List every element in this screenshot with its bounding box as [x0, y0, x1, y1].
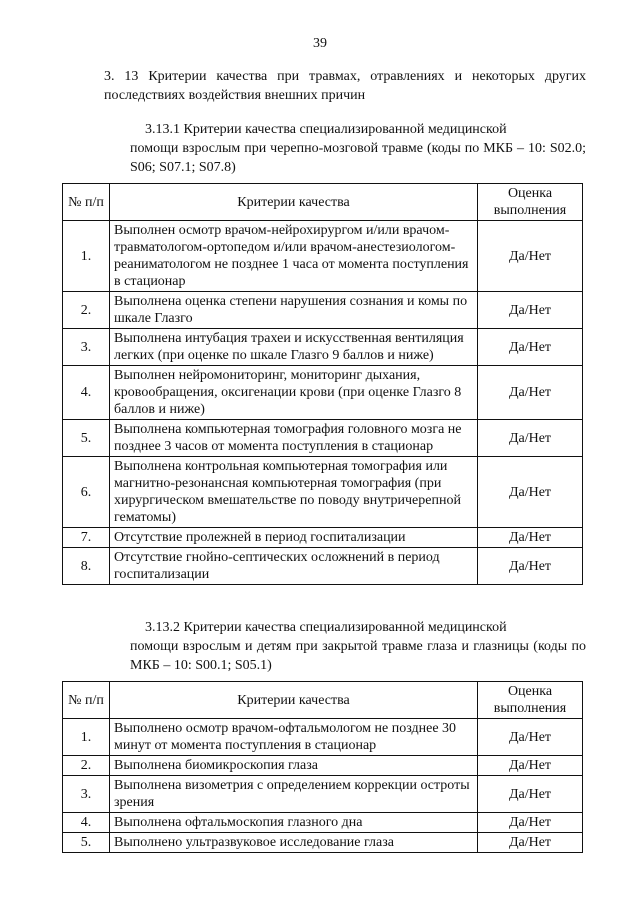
- row-result: Да/Нет: [478, 528, 583, 548]
- row-number: 6.: [63, 457, 110, 528]
- header-num: № п/п: [63, 184, 110, 221]
- header-num: № п/п: [63, 682, 110, 719]
- subsection-1-title-line1: Критерии качества специализированной медицинской: [183, 122, 507, 137]
- row-result: Да/Нет: [478, 329, 583, 366]
- row-number: 2.: [63, 756, 110, 776]
- row-result: Да/Нет: [478, 221, 583, 292]
- table-row: [63, 548, 583, 585]
- row-criterion: Выполнен нейромониторинг, мониторинг дыхания, кровообращения, оксигенации крови (при оценке Глазго 8 баллов и ниже): [110, 366, 478, 420]
- subsection-2-number: 3.13.2: [145, 620, 180, 635]
- table-row: [63, 221, 583, 292]
- row-result: Да/Нет: [478, 833, 583, 853]
- row-number: 1.: [63, 719, 110, 756]
- row-number: 4.: [63, 813, 110, 833]
- table-row: [63, 329, 583, 366]
- row-number: 4.: [63, 366, 110, 420]
- criteria-table-1: [62, 183, 583, 585]
- table-row: [63, 366, 583, 420]
- row-criterion: Отсутствие пролежней в период госпитализации: [110, 528, 478, 548]
- row-result: Да/Нет: [478, 756, 583, 776]
- header-evaluation: Оценка выполнения: [478, 184, 583, 221]
- table-header-row: [63, 682, 583, 719]
- row-number: 1.: [63, 221, 110, 292]
- table-row: [63, 833, 583, 853]
- row-result: Да/Нет: [478, 548, 583, 585]
- subsection-2-heading: [130, 618, 586, 675]
- table-row: [63, 292, 583, 329]
- subsection-1-number: 3.13.1: [145, 122, 180, 137]
- row-criterion: Выполнено осмотр врачом-офтальмологом не позднее 30 минут от момента поступления в стационар: [110, 719, 478, 756]
- section-number: 3. 13: [104, 69, 139, 84]
- table-row: [63, 776, 583, 813]
- row-criterion: Выполнена контрольная компьютерная томография или магнитно-резонансная компьютерная томография (при хирургическом вмешательстве по поводу внутричерепной гематомы): [110, 457, 478, 528]
- row-criterion: Выполнена визометрия с определением коррекции остроты зрения: [110, 776, 478, 813]
- row-criterion: Выполнен осмотр врачом-нейрохирургом и/или врачом-травматологом-ортопедом и/или врачом-анестезиологом-реаниматологом не позднее 1 часа от момента поступления в стационар: [110, 221, 478, 292]
- subsection-2-title-rest: помощи взрослым и детям при закрытой травме глаза и глазницы (коды по МКБ – 10: S00.1; S05.1): [130, 639, 586, 673]
- header-evaluation: Оценка выполнения: [478, 682, 583, 719]
- page-number: 39: [313, 36, 327, 51]
- row-number: 7.: [63, 528, 110, 548]
- row-result: Да/Нет: [478, 420, 583, 457]
- table-row: [63, 719, 583, 756]
- row-criterion: Выполнена оценка степени нарушения сознания и комы по шкале Глазго: [110, 292, 478, 329]
- row-result: Да/Нет: [478, 457, 583, 528]
- subsection-1-heading: [130, 120, 586, 177]
- row-criterion: Выполнена офтальмоскопия глазного дна: [110, 813, 478, 833]
- row-criterion: Выполнена компьютерная томография головного мозга не позднее 3 часов от момента поступления в стационар: [110, 420, 478, 457]
- row-criterion: Выполнено ультразвуковое исследование глаза: [110, 833, 478, 853]
- row-number: 5.: [63, 833, 110, 853]
- row-result: Да/Нет: [478, 776, 583, 813]
- row-number: 2.: [63, 292, 110, 329]
- section-title: Критерии качества при травмах, отравлениях и некоторых других последствиях воздействия внешних причин: [104, 69, 587, 103]
- row-number: 5.: [63, 420, 110, 457]
- row-result: Да/Нет: [478, 813, 583, 833]
- header-criteria: Критерии качества: [110, 682, 478, 719]
- table-header-row: [63, 184, 583, 221]
- table-row: [63, 457, 583, 528]
- row-number: 3.: [63, 776, 110, 813]
- table-row: [63, 420, 583, 457]
- row-number: 3.: [63, 329, 110, 366]
- header-criteria: Критерии качества: [110, 184, 478, 221]
- subsection-1-title-rest: помощи взрослым при черепно-мозговой травме (коды по МКБ – 10: S02.0; S06; S07.1; S07.8): [130, 141, 586, 175]
- section-heading: [104, 67, 586, 105]
- criteria-table-2: [62, 681, 583, 853]
- subsection-2-title-line1: Критерии качества специализированной медицинской: [183, 620, 507, 635]
- row-criterion: Выполнена интубация трахеи и искусственная вентиляция легких (при оценке по шкале Глазго 9 баллов и ниже): [110, 329, 478, 366]
- table-row: [63, 756, 583, 776]
- row-result: Да/Нет: [478, 719, 583, 756]
- row-criterion: Отсутствие гнойно-септических осложнений в период госпитализации: [110, 548, 478, 585]
- row-number: 8.: [63, 548, 110, 585]
- table-row: [63, 813, 583, 833]
- table-row: [63, 528, 583, 548]
- row-result: Да/Нет: [478, 292, 583, 329]
- row-criterion: Выполнена биомикроскопия глаза: [110, 756, 478, 776]
- row-result: Да/Нет: [478, 366, 583, 420]
